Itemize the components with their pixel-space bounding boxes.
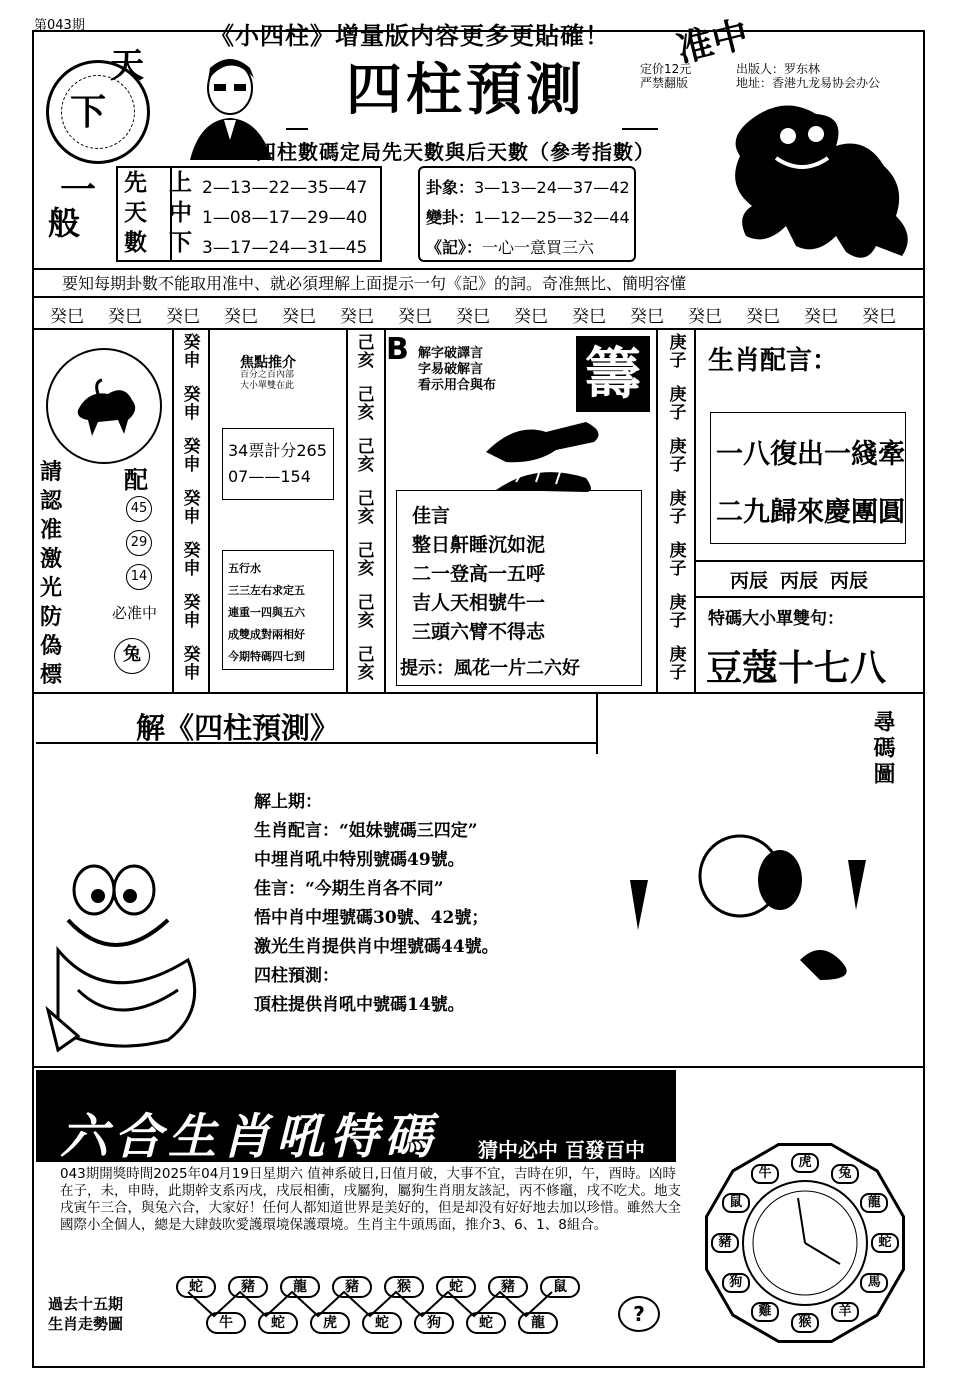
pei-number-3: 14 (126, 564, 152, 590)
trend-zigzag (176, 1290, 636, 1320)
jie-lines: 解上期： 生肖配言：“姐妹號碼三四定” 中埋肖吼中特別號碼49號。 佳言：“今期生肖各不同” 悟中肖中埋號碼30號、42號； 激光生肖提供肖中埋號碼44號。 四柱預測： 頂柱提供肖吼中號碼14號。 (254, 792, 499, 1015)
jihai-cell: 己 亥 (357, 437, 375, 475)
guisi-cell: 癸巳 (746, 307, 780, 327)
jiayan-text: 佳言 整日鼾睡沉如泥 二一登高一五呼 吉人天相號牛一 三頭六臂不得志 (412, 502, 545, 647)
gengzi-cell: 庚 子 (669, 437, 687, 475)
trend-zodiac: 豬 (488, 1276, 528, 1298)
trend-zodiac: 龍 (280, 1276, 320, 1298)
trend-zodiac: 豬 (332, 1276, 372, 1298)
guishen-cell: 癸 申 (183, 333, 201, 371)
forecast-text: 043期開獎時間2025年04月19日星期六 值神系破日,日值月破，大事不宜，吉時在卯，午，酉時。凶時在子，未，申時，此期幹支系丙戌，戌辰相衝，戌屬狗，屬狗生肖朋友該記，丙不修竈，戌不吃犬。地支戌寅午三合，與兔六合，大家好！任何人都知道世界是美好的，但是却没有好好地去加以珍惜。雖然大全國際小全個人，總是大肆鼓吹愛護環境保護環境。生肖主牛頭馬面，推介3、6、1、8組合。 (60, 1166, 681, 1233)
wheel-zodiac: 羊 (831, 1302, 859, 1322)
banner-script: 六合生肖吼特碼 (60, 1109, 439, 1165)
guisi-cell: 癸巳 (514, 307, 548, 327)
trend-zodiac: 蛇 (362, 1312, 402, 1334)
gengzi-cell: 庚 子 (669, 645, 687, 683)
frog-cartoon (38, 860, 218, 1060)
trend-zodiac: 虎 (310, 1312, 350, 1334)
jihai-cell: 己 亥 (357, 385, 375, 423)
score-text: 34票計分265 07——154 (228, 441, 327, 486)
guishen-cell: 癸 申 (183, 489, 201, 527)
gengzi-cell: 庚 子 (669, 593, 687, 631)
ox-medallion (46, 348, 162, 464)
pei-number-1: 45 (126, 496, 152, 522)
bingchen-row: 丙辰 丙辰 丙辰 (730, 570, 869, 592)
guisi-cell: 癸巳 (50, 307, 84, 327)
guisi-cell: 癸巳 (108, 307, 142, 327)
tema-title: 特碼大小單雙句： (708, 609, 844, 629)
gengzi-cell: 庚 子 (669, 333, 687, 371)
tema-phrase: 豆蔻十七八 (706, 647, 887, 689)
guisi-cell: 癸巳 (340, 307, 374, 327)
trend-zodiac: 狗 (414, 1312, 454, 1334)
wheel-zodiac: 兔 (831, 1164, 859, 1184)
banner-slogan: 猜中必中 百發百中 (478, 1138, 645, 1162)
issue-number: 第043期 (34, 18, 85, 33)
four-pillar-subtitle: 四柱數碼定局先天數與后天數（參考指數） (256, 140, 655, 164)
xiantian-labels: 先 上 天 中 數 下 (124, 169, 192, 256)
crane-illustration (476, 392, 616, 492)
gengzi-cell: 庚 子 (669, 489, 687, 527)
anti-fake-notice: 請認准激光防偽標 (40, 459, 63, 688)
wheel-zodiac: 馬 (860, 1273, 888, 1293)
seal-block: 籌 (576, 336, 650, 412)
pei-number-2: 29 (126, 530, 152, 556)
zhunzhong-stamp: 准中 (672, 13, 753, 72)
shengxiao-title: 生肖配言： (708, 346, 839, 376)
guisi-row (38, 302, 908, 327)
guisi-cell: 癸巳 (456, 307, 490, 327)
xiantian-row-shang: 2—13—22—35—47 (202, 178, 368, 198)
jihai-column (350, 334, 382, 698)
guisi-cell: 癸巳 (398, 307, 432, 327)
header-slogan: 《小四柱》增量版内容更多更貼確！ (210, 21, 610, 50)
price-info: 定价12元 严禁翻版 (640, 62, 692, 90)
trend-zodiac: 豬 (228, 1276, 268, 1298)
trend-zodiac: 蛇 (176, 1276, 216, 1298)
jiayan-title: 佳言 (412, 505, 451, 527)
guisi-cell: 癸巳 (282, 307, 316, 327)
gengzi-cell: 庚 子 (669, 541, 687, 579)
wheel-zodiac: 雞 (751, 1302, 779, 1322)
trend-label: 過去十五期 生肖走勢圖 (48, 1295, 124, 1333)
guisi-cell: 癸巳 (224, 307, 258, 327)
guishen-cell: 癸 申 (183, 541, 201, 579)
jihai-cell: 己 亥 (357, 489, 375, 527)
guisi-cell: 癸巳 (804, 307, 838, 327)
wheel-zodiac: 牛 (751, 1164, 779, 1184)
wheel-zodiac: 豬 (711, 1233, 739, 1253)
trend-zodiac: 牛 (206, 1312, 246, 1334)
wheel-zodiac: 狗 (722, 1273, 750, 1293)
side-char-xia: 下 (70, 91, 107, 133)
xunma-label: 尋碼圖 (870, 710, 896, 788)
trend-zodiac: 猴 (384, 1276, 424, 1298)
jihai-cell: 己 亥 (357, 333, 375, 371)
zodiac-wheel (700, 1138, 910, 1348)
trend-zodiac: 蛇 (258, 1312, 298, 1334)
guisi-cell: 癸巳 (862, 307, 896, 327)
gua-rows: 卦象：3—13—24—37—42 變卦：1—12—25—32—44 《記》：一心一意買三六 (426, 178, 630, 257)
guishen-column (176, 334, 208, 698)
tu-badge: 兔 (114, 638, 150, 674)
focus-subtitle: 百分之百內部 大小單雙在此 (240, 370, 295, 391)
jihai-cell: 己 亥 (357, 541, 375, 579)
jihai-cell: 己 亥 (357, 593, 375, 631)
gengzi-cell: 庚 子 (669, 385, 687, 423)
focus-title: 焦點推介 (240, 355, 296, 371)
bizhun-label: 必准中 (112, 604, 158, 622)
side-char-ban: 般 (48, 204, 81, 242)
guishen-cell: 癸 申 (183, 645, 201, 683)
guishen-cell: 癸 申 (183, 593, 201, 631)
jiezi-lines: 解字破譯言 字易破解言 看示用合與布 (418, 346, 497, 393)
jie-title: 解《四柱預測》 (136, 711, 340, 745)
trend-zodiac: 鼠 (540, 1276, 580, 1298)
guisi-cell: 癸巳 (572, 307, 606, 327)
next-zodiac-badge: ? (618, 1296, 660, 1332)
notice-text: 要知每期卦數不能取用准中、就必須理解上面提示一句《記》的詞。奇准無比、簡明容懂 (62, 274, 687, 293)
wheel-zodiac: 龍 (860, 1193, 888, 1213)
gengzi-column (662, 334, 694, 698)
xiantian-row-xia: 3—17—24—31—45 (202, 238, 368, 258)
side-char-yi: 一 (60, 169, 97, 211)
xunma-illustration (620, 800, 910, 1000)
page-title: 四柱預測 (346, 57, 586, 123)
wheel-zodiac: 鼠 (722, 1193, 750, 1213)
wheel-zodiac: 蛇 (871, 1233, 899, 1253)
lion-illustration (716, 96, 922, 268)
wheel-zodiac: 虎 (791, 1153, 819, 1173)
trend-zodiac: 蛇 (436, 1276, 476, 1298)
guisi-cell: 癸巳 (166, 307, 200, 327)
xiantian-row-zhong: 1—08—17—29—40 (202, 208, 368, 228)
guishen-cell: 癸 申 (183, 437, 201, 475)
guisi-cell: 癸巳 (688, 307, 722, 327)
jihai-cell: 己 亥 (357, 645, 375, 683)
trend-zodiac: 龍 (518, 1312, 558, 1334)
guisi-cell: 癸巳 (630, 307, 664, 327)
b-letter: B (386, 332, 409, 367)
pei-label: 配 (124, 465, 148, 494)
guishen-cell: 癸 申 (183, 385, 201, 423)
shengxiao-lines: 一八復出一綫牽 二九歸來慶團圓 (716, 439, 905, 528)
jiayan-hint: 提示：風花一片二六好 (400, 658, 580, 679)
publisher-info: 出版人：罗东林 地址：香港九龙易协会办公 (736, 62, 881, 90)
side-char-tian: 天 (110, 46, 144, 86)
xiantian-numbers (202, 173, 367, 263)
wheel-zodiac: 猴 (791, 1313, 819, 1333)
wuxing-text: 五行水 三三左右求定五 連重一四與五六 成雙成對兩相好 今期特碼四七到 (228, 562, 305, 663)
trend-zodiac: 蛇 (466, 1312, 506, 1334)
